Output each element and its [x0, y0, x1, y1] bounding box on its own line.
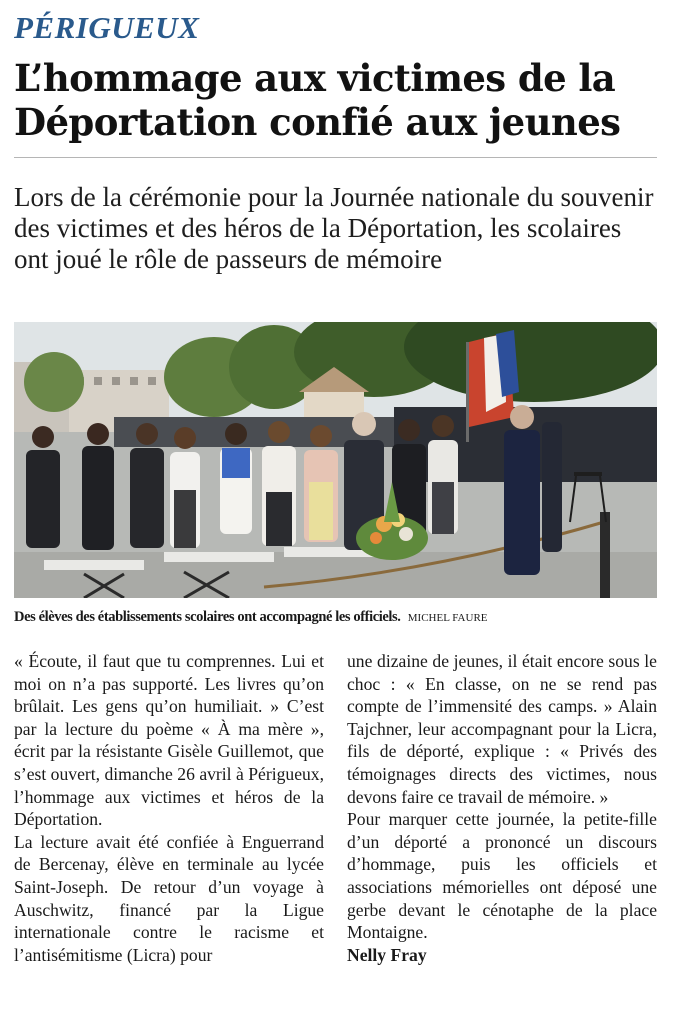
- photo-credit: MICHEL FAURE: [407, 612, 488, 624]
- body-paragraph: Pour marquer cette journée, la petite-fille d’un déporté a prononcé un discours d’hommage, puis les officiels et associations mémorielles ont déposé une gerbe devant le cénotaphe de la place Montaigne.: [347, 809, 657, 943]
- body-column-right: [347, 650, 657, 966]
- standfirst: Lors de la cérémonie pour la Journée nationale du souvenir des victimes et des héros de la Déportation, les scolaires ont joué le rôle de passeurs de mémoire: [14, 182, 654, 274]
- body-paragraph: une dizaine de jeunes, il était encore sous le choc : « En classe, on ne se rend pas compte de l’immensité des camps. » Alain Tajchner, leur accompagnant pour la Licra, fils de déporté, explique : « Privés des témoignages directs des victimes, nous devons faire ce travail de mémoire. »: [347, 651, 657, 807]
- photo-caption: [14, 609, 664, 626]
- divider-rule: [14, 157, 657, 158]
- headline: L’hommage aux victimes de la Déportation confié aux jeunes: [14, 56, 621, 144]
- byline: Nelly Fray: [347, 944, 427, 965]
- kicker-location: PÉRIGUEUX: [14, 10, 200, 45]
- body-column-left: [14, 650, 324, 966]
- ceremony-photo-illustration: [14, 322, 657, 598]
- article-photo: [14, 322, 657, 598]
- caption-text: Des élèves des établissements scolaires ont accompagné les officiels.: [14, 609, 401, 625]
- body-paragraph: « Écoute, il faut que tu comprennes. Lui et moi on n’a pas supporté. Les livres qu’on brûlait. Les gens qu’on humiliait. » C’est par la lecture du poème « À ma mère », écrit par la résistante Gisèle Guillemot, que s’est ouvert, dimanche 26 avril à Périgueux, l’hommage aux victimes et héros de la Déportation.: [14, 651, 324, 830]
- body-paragraph: La lecture avait été confiée à Enguerrand de Bercenay, élève en terminale au lycée Saint-Joseph. De retour d’un voyage à Auschwitz, financé par la Ligue internationale contre le racisme et l’antisémitisme (Licra) pour: [14, 831, 324, 965]
